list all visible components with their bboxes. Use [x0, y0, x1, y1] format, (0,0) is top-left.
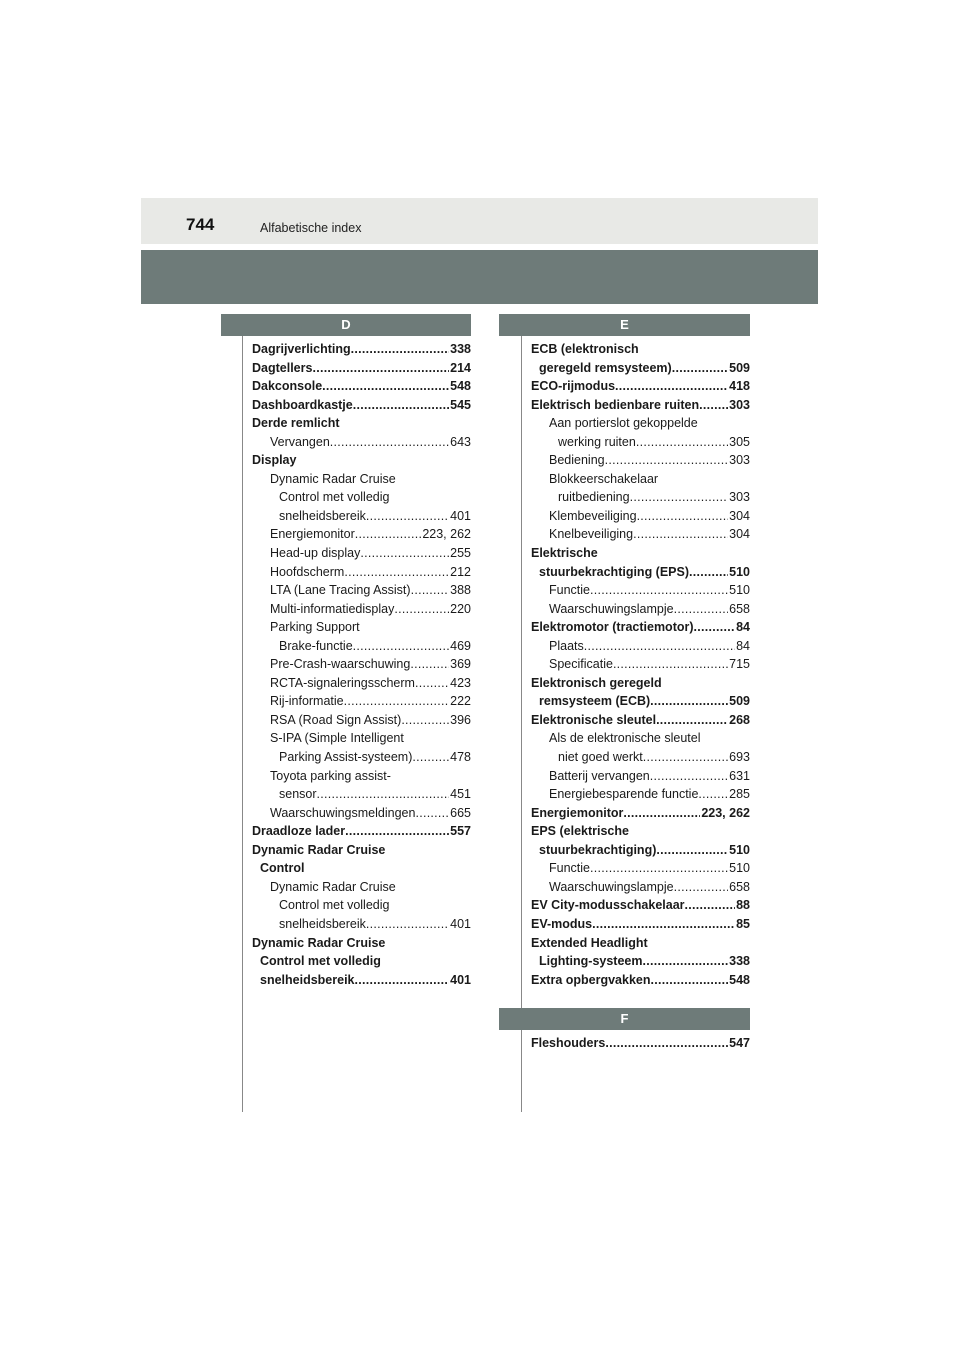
index-entry-page[interactable]: 388 [450, 583, 471, 598]
index-entry-term: Lighting-systeem [539, 954, 643, 969]
index-entry-term: Parking Assist-systeem) [279, 750, 413, 765]
index-entry [252, 414, 471, 433]
dot-leader [394, 600, 449, 619]
index-entry [531, 748, 750, 767]
index-entry [531, 544, 750, 563]
dot-leader [312, 359, 449, 378]
index-entry-page[interactable]: 304 [729, 527, 750, 542]
index-entry-term: LTA (Lane Tracing Assist) [270, 583, 411, 598]
dot-leader [317, 785, 450, 804]
index-entry [252, 822, 471, 841]
index-entry [531, 711, 750, 730]
index-entry [531, 952, 750, 971]
index-entry-term: sensor [279, 787, 317, 802]
index-entry-page[interactable]: 547 [729, 1036, 750, 1050]
index-entry-page[interactable]: 510 [729, 583, 750, 598]
dot-leader [623, 804, 700, 823]
index-entry-page[interactable]: 223, 262 [422, 527, 471, 542]
dot-leader [643, 748, 728, 767]
index-entry-term: S-IPA (Simple Intelligent [270, 731, 404, 746]
index-entry [531, 340, 750, 359]
index-entry [252, 563, 471, 582]
index-entry [531, 915, 750, 934]
index-entry [531, 767, 750, 786]
index-column-d [252, 340, 471, 989]
index-entry-term: EV-modus [531, 916, 593, 931]
index-entry [252, 396, 471, 415]
dot-leader [353, 396, 449, 415]
header-band [141, 250, 818, 304]
index-entry [531, 674, 750, 693]
dot-leader [584, 637, 735, 656]
index-entry [252, 767, 471, 786]
dot-leader [322, 377, 449, 396]
index-entry-page[interactable]: 303 [729, 453, 750, 468]
index-entry-term: Dynamic Radar Cruise [270, 471, 396, 486]
dot-leader [630, 488, 729, 507]
index-entry-page[interactable]: 268 [729, 712, 750, 727]
index-entry [531, 507, 750, 526]
index-entry-term: Parking Support [270, 620, 360, 635]
index-entry-page[interactable]: 693 [729, 750, 750, 765]
index-entry-term: Toyota parking assist- [270, 768, 391, 783]
index-entry-page[interactable]: 643 [450, 434, 471, 449]
dot-leader [643, 952, 729, 971]
index-entry-term: Dagtellers [252, 360, 313, 375]
dot-leader [672, 359, 728, 378]
index-entry [252, 581, 471, 600]
index-entry-page[interactable]: 509 [729, 694, 750, 709]
index-entry [252, 618, 471, 637]
index-entry-page[interactable]: 423 [450, 675, 471, 690]
index-entry [531, 525, 750, 544]
index-entry-term: Display [252, 453, 297, 468]
index-entry-term: Vervangen [270, 434, 330, 449]
dot-leader [360, 544, 449, 563]
index-entry-term: Aan portierslot gekoppelde [549, 416, 698, 431]
index-entry [252, 804, 471, 823]
index-entry [252, 711, 471, 730]
index-entry [252, 915, 471, 934]
index-entry-term: Batterij vervangen [549, 768, 650, 783]
dot-leader [412, 748, 449, 767]
index-entry-page[interactable]: 548 [729, 972, 750, 987]
index-entry-page[interactable]: 338 [450, 342, 471, 356]
index-entry [531, 563, 750, 582]
index-entry [252, 896, 471, 915]
index-entry-term: Energiebesparende functie [549, 787, 699, 802]
index-entry-term: Waarschuwingsmeldingen [270, 805, 416, 820]
index-entry-term: stuurbekrachtiging (EPS) [539, 564, 690, 579]
index-entry-term: werking ruiten [558, 434, 636, 449]
index-entry [531, 433, 750, 452]
index-entry [252, 359, 471, 378]
index-entry-term: Plaats [549, 638, 584, 653]
index-entry [252, 729, 471, 748]
index-entry-page[interactable]: 84 [736, 620, 750, 635]
dot-leader [366, 507, 449, 526]
index-entry-page[interactable]: 545 [450, 397, 471, 412]
index-entry-term: Bediening [549, 453, 605, 468]
index-entry-term: snelheidsbereik [279, 916, 366, 931]
dot-leader [605, 1034, 728, 1053]
index-entry [252, 340, 471, 359]
dot-leader [636, 433, 728, 452]
index-entry-page[interactable]: 303 [729, 490, 750, 505]
index-entry-page[interactable]: 469 [450, 638, 471, 653]
letter-header-d: D [221, 314, 471, 336]
index-entry-term: Blokkeerschakelaar [549, 471, 659, 486]
index-entry [531, 934, 750, 953]
index-entry [531, 414, 750, 433]
index-entry-term: Elektronische sleutel [531, 712, 657, 727]
dot-leader [674, 878, 729, 897]
index-entry-term: Waarschuwingslampje [549, 879, 674, 894]
index-entry-term: Dynamic Radar Cruise [252, 842, 386, 857]
index-entry-term: Extra opbergvakken [531, 972, 651, 987]
index-entry [531, 822, 750, 841]
index-entry-page[interactable]: 631 [729, 768, 750, 783]
index-entry-page[interactable]: 510 [729, 842, 750, 857]
index-entry [252, 433, 471, 452]
index-entry-page[interactable]: 214 [450, 360, 471, 375]
index-entry-page[interactable]: 418 [729, 379, 750, 394]
index-entry-term: EV City-modusschakelaar [531, 898, 685, 913]
dot-leader [366, 915, 449, 934]
index-entry-page[interactable]: 212 [450, 564, 471, 579]
index-entry-term: Dynamic Radar Cruise [270, 879, 396, 894]
column-rule-right [521, 336, 522, 1112]
index-entry-term: ECO-rijmodus [531, 379, 616, 394]
index-entry [252, 785, 471, 804]
dot-leader [410, 655, 449, 674]
index-entry-page[interactable]: 338 [729, 954, 750, 969]
index-entry [531, 637, 750, 656]
index-entry-term: Draadloze lader [252, 824, 346, 839]
dot-leader [656, 841, 728, 860]
index-entry-term: Energiemonitor [270, 527, 355, 542]
index-entry-page[interactable]: 369 [450, 657, 471, 672]
index-column-f [531, 1034, 750, 1053]
index-entry-page[interactable]: 255 [450, 546, 471, 561]
index-entry [531, 581, 750, 600]
index-entry-page[interactable]: 509 [729, 360, 750, 375]
index-entry [252, 674, 471, 693]
index-entry [252, 377, 471, 396]
index-entry-term: Dagrijverlichting [252, 342, 351, 356]
index-entry [531, 785, 750, 804]
index-entry-term: Control met volledig [279, 898, 390, 913]
index-entry-term: Functie [549, 583, 590, 598]
dot-leader [345, 822, 449, 841]
index-entry [252, 544, 471, 563]
dot-leader [637, 507, 729, 526]
index-entry-term: Control met volledig [260, 954, 381, 969]
index-entry-term: snelheidsbereik [279, 508, 366, 523]
index-entry-term: Waarschuwingslampje [549, 601, 674, 616]
index-entry-page[interactable]: 658 [729, 601, 750, 616]
index-entry-term: Head-up display [270, 546, 361, 561]
index-entry-term: Control [260, 861, 305, 876]
dot-leader [355, 525, 422, 544]
dot-leader [615, 377, 728, 396]
index-entry-page[interactable]: 85 [736, 916, 750, 931]
index-entry-term: Hoofdscherm [270, 564, 345, 579]
index-entry-term: RCTA-signaleringsscherm [270, 675, 415, 690]
index-entry-page[interactable]: 303 [729, 397, 750, 412]
index-entry [531, 396, 750, 415]
index-entry [531, 804, 750, 823]
index-entry-page[interactable]: 658 [729, 879, 750, 894]
index-entry [531, 600, 750, 619]
index-entry-term: Dashboardkastje [252, 397, 353, 412]
dot-leader [355, 971, 450, 990]
index-entry-term: Functie [549, 861, 590, 876]
index-entry [252, 637, 471, 656]
index-entry-term: stuurbekrachtiging) [539, 842, 657, 857]
index-entry [252, 841, 471, 860]
index-entry [252, 488, 471, 507]
index-entry-term: ECB (elektronisch [531, 342, 639, 356]
index-entry-term: Elektrisch bedienbare ruiten [531, 397, 700, 412]
dot-leader [401, 711, 449, 730]
column-rule-left [242, 336, 243, 1112]
index-entry-page[interactable]: 548 [450, 379, 471, 394]
index-entry-term: Klembeveiliging [549, 508, 637, 523]
index-entry [252, 655, 471, 674]
index-entry-page[interactable]: 401 [450, 972, 471, 987]
index-entry-term: EPS (elektrische [531, 824, 629, 839]
index-entry-term: Derde remlicht [252, 416, 340, 431]
index-entry-term: remsysteem (ECB) [539, 694, 651, 709]
page-number: 744 [186, 215, 215, 234]
index-entry [531, 971, 750, 990]
dot-leader [590, 859, 728, 878]
index-entry [252, 952, 471, 971]
index-entry [252, 748, 471, 767]
dot-leader [689, 563, 728, 582]
index-entry [252, 878, 471, 897]
index-entry-page[interactable]: 220 [450, 601, 471, 616]
index-entry [252, 525, 471, 544]
index-entry-term: Extended Headlight [531, 935, 648, 950]
index-entry [252, 934, 471, 953]
index-entry [531, 618, 750, 637]
index-entry [531, 451, 750, 470]
letter-header-f: F [499, 1008, 750, 1030]
index-entry-page[interactable]: 715 [729, 657, 750, 672]
index-entry-page[interactable]: 222 [450, 694, 471, 709]
index-entry [252, 507, 471, 526]
dot-leader [674, 600, 729, 619]
dot-leader [633, 525, 728, 544]
dot-leader [415, 804, 449, 823]
dot-leader [592, 915, 735, 934]
index-entry [531, 377, 750, 396]
index-entry [531, 841, 750, 860]
index-entry-term: Elektrische [531, 546, 598, 561]
dot-leader [656, 711, 728, 730]
index-entry-page[interactable]: 223, 262 [701, 805, 750, 820]
index-entry [531, 878, 750, 897]
index-entry-term: niet goed werkt [558, 750, 643, 765]
dot-leader [699, 396, 728, 415]
index-entry-term: snelheidsbereik [260, 972, 355, 987]
index-entry-page[interactable]: 665 [450, 805, 471, 820]
dot-leader [351, 340, 450, 359]
index-entry-term: Dakconsole [252, 379, 323, 394]
dot-leader [685, 896, 736, 915]
index-entry-page[interactable]: 510 [729, 861, 750, 876]
index-entry-page[interactable]: 304 [729, 508, 750, 523]
index-entry [531, 655, 750, 674]
index-entry-term: Brake-functie [279, 638, 353, 653]
dot-leader [698, 785, 728, 804]
letter-header-e: E [499, 314, 750, 336]
dot-leader [344, 563, 449, 582]
index-entry [531, 896, 750, 915]
index-entry-term: Rij-informatie [270, 694, 344, 709]
index-entry-page[interactable]: 510 [729, 564, 750, 579]
dot-leader [694, 618, 736, 637]
index-entry-page[interactable]: 478 [450, 750, 471, 765]
index-entry-page[interactable]: 285 [729, 787, 750, 802]
index-entry [531, 488, 750, 507]
dot-leader [650, 767, 728, 786]
index-entry-term: Als de elektronische sleutel [549, 731, 701, 746]
header-top-bar [141, 198, 818, 244]
index-column-e [531, 340, 750, 989]
index-entry-page[interactable]: 84 [736, 638, 750, 653]
index-entry [252, 859, 471, 878]
index-entry [531, 359, 750, 378]
index-entry [531, 470, 750, 489]
index-entry [531, 729, 750, 748]
dot-leader [344, 692, 450, 711]
index-entry-term: Elektronisch geregeld [531, 675, 662, 690]
index-entry-page[interactable]: 557 [450, 824, 471, 839]
index-entry-term: Multi-informatiedisplay [270, 601, 395, 616]
dot-leader [415, 674, 449, 693]
index-entry [252, 451, 471, 470]
index-entry [252, 600, 471, 619]
index-entry [531, 1034, 750, 1053]
index-entry [252, 692, 471, 711]
index-entry-term: ruitbediening [558, 490, 630, 505]
index-entry-page[interactable]: 396 [450, 712, 471, 727]
dot-leader [650, 692, 728, 711]
index-entry [252, 470, 471, 489]
index-entry [252, 971, 471, 990]
index-entry-term: Specificatie [549, 657, 613, 672]
dot-leader [353, 637, 449, 656]
dot-leader [605, 451, 729, 470]
dot-leader [613, 655, 728, 674]
dot-leader [411, 581, 450, 600]
index-entry-page[interactable]: 451 [450, 787, 471, 802]
index-entry-term: Elektromotor (tractiemotor) [531, 620, 694, 635]
section-title: Alfabetische index [260, 221, 362, 235]
index-entry-page[interactable]: 305 [729, 434, 750, 449]
index-entry-page[interactable]: 88 [736, 898, 750, 913]
dot-leader [590, 581, 728, 600]
dot-leader [651, 971, 729, 990]
index-entry-page[interactable]: 401 [450, 508, 471, 523]
index-entry-term: Fleshouders [531, 1036, 606, 1050]
index-entry-term: Control met volledig [279, 490, 390, 505]
index-entry-term: RSA (Road Sign Assist) [270, 712, 402, 727]
index-entry-term: geregeld remsysteem) [539, 360, 672, 375]
index-entry [531, 692, 750, 711]
index-entry-page[interactable]: 401 [450, 916, 471, 931]
index-entry [531, 859, 750, 878]
index-entry-term: Pre-Crash-waarschuwing [270, 657, 411, 672]
index-entry-term: Dynamic Radar Cruise [252, 935, 386, 950]
index-entry-term: Knelbeveiliging [549, 527, 634, 542]
index-entry-term: Energiemonitor [531, 805, 624, 820]
dot-leader [330, 433, 449, 452]
